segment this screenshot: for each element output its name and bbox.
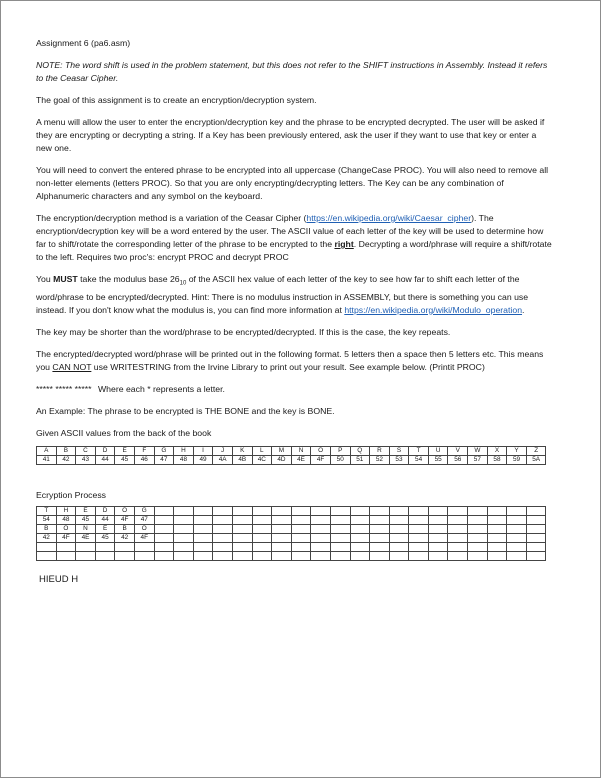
ascii-hex-cell: 49 [193, 455, 213, 464]
process-cell: 4F [115, 515, 135, 524]
process-cell [232, 533, 252, 542]
process-cell [389, 542, 409, 551]
ascii-hex-cell: 4B [232, 455, 252, 464]
ascii-letter-cell: L [252, 446, 272, 455]
ascii-letter-cell: D [95, 446, 115, 455]
process-cell [526, 551, 546, 560]
ascii-letter-cell: N [291, 446, 311, 455]
ascii-hex-cell: 43 [76, 455, 96, 464]
process-cell [330, 515, 350, 524]
process-cell [350, 542, 370, 551]
process-cell [350, 524, 370, 533]
modulus-text: . [522, 304, 525, 315]
must-emphasis: MUST [53, 274, 78, 284]
ascii-hex-row [37, 455, 546, 464]
process-cell [507, 515, 527, 524]
process-cell: H [56, 506, 76, 515]
process-cell [468, 533, 488, 542]
process-cell [291, 515, 311, 524]
ascii-hex-cell: 4C [252, 455, 272, 464]
process-cell [330, 542, 350, 551]
process-cell: E [76, 506, 96, 515]
ascii-letter-cell: O [311, 446, 331, 455]
process-cell [389, 515, 409, 524]
process-cell [428, 533, 448, 542]
process-cell [350, 533, 370, 542]
ascii-hex-cell: 57 [468, 455, 488, 464]
process-cell [232, 542, 252, 551]
ascii-letter-cell: W [468, 446, 488, 455]
process-cell [487, 515, 507, 524]
process-cell [409, 533, 429, 542]
process-cell [448, 542, 468, 551]
ascii-letter-cell: A [37, 446, 57, 455]
ascii-hex-cell: 54 [409, 455, 429, 464]
goal-paragraph: The goal of this assignment is to create an encryption/decryption system. [36, 95, 317, 105]
ascii-hex-cell: 58 [487, 455, 507, 464]
process-cell: O [115, 506, 135, 515]
process-cell [370, 524, 390, 533]
ascii-hex-cell: 51 [350, 455, 370, 464]
process-cell [468, 506, 488, 515]
process-cell [115, 542, 135, 551]
process-cell: 47 [134, 515, 154, 524]
process-cell [428, 506, 448, 515]
process-cell: 42 [115, 533, 135, 542]
process-cell [272, 515, 292, 524]
ascii-letter-cell: E [115, 446, 135, 455]
process-cell: B [115, 524, 135, 533]
process-cell [95, 551, 115, 560]
stars-pattern: ***** ***** ***** [36, 383, 92, 394]
process-cell [330, 524, 350, 533]
process-cell [291, 542, 311, 551]
process-cell [507, 524, 527, 533]
ascii-letter-cell: I [193, 446, 213, 455]
process-cell [291, 524, 311, 533]
process-row [37, 533, 546, 542]
process-cell [330, 506, 350, 515]
modulo-operation-link[interactable]: https://en.wikipedia.org/wiki/Modulo_operation [344, 304, 523, 315]
process-cell: 4F [134, 533, 154, 542]
process-cell: T [37, 506, 57, 515]
process-cell [468, 551, 488, 560]
process-cell [370, 551, 390, 560]
ascii-hex-cell: 42 [56, 455, 76, 464]
process-cell [154, 542, 174, 551]
process-cell [389, 533, 409, 542]
process-cell [154, 551, 174, 560]
process-cell [409, 551, 429, 560]
ascii-hex-cell: 46 [134, 455, 154, 464]
process-cell [76, 542, 96, 551]
process-title: Ecryption Process [36, 489, 107, 500]
process-cell: 42 [37, 533, 57, 542]
process-cell [213, 515, 233, 524]
ascii-letter-cell: Q [350, 446, 370, 455]
ascii-hex-cell: 50 [330, 455, 350, 464]
process-cell [468, 515, 488, 524]
process-cell [448, 551, 468, 560]
process-cell [526, 515, 546, 524]
process-cell [252, 551, 272, 560]
process-cell [154, 506, 174, 515]
ascii-letter-cell: Z [526, 446, 546, 455]
process-cell [213, 524, 233, 533]
process-cell [174, 515, 194, 524]
modulus-paragraph [36, 273, 552, 317]
base-subscript: 10 [179, 280, 187, 287]
process-cell [389, 524, 409, 533]
stars-format-line [36, 383, 552, 396]
process-cell [193, 542, 213, 551]
ascii-letter-cell: U [428, 446, 448, 455]
ascii-hex-cell: 55 [428, 455, 448, 464]
process-cell: B [37, 524, 57, 533]
process-cell [389, 506, 409, 515]
right-emphasis: right [334, 239, 354, 249]
ascii-letter-cell: T [409, 446, 429, 455]
process-cell [252, 542, 272, 551]
process-cell [526, 506, 546, 515]
format-paragraph [36, 348, 552, 374]
process-cell [311, 515, 331, 524]
key-repeat-paragraph: The key may be shorter than the word/phrase to be encrypted/decrypted. If this is the case, the key repeats. [36, 326, 451, 337]
process-cell [311, 524, 331, 533]
process-cell: O [56, 524, 76, 533]
example-paragraph: An Example: The phrase to be encrypted is THE BONE and the key is BONE. [36, 405, 335, 416]
process-cell [291, 506, 311, 515]
process-cell [487, 533, 507, 542]
process-cell [174, 533, 194, 542]
process-cell [409, 506, 429, 515]
method-text: . Decrypting a word/phrase will require a shift/rotate to the left. Requires two proc's: encrypt PROC and decrypt PROC [36, 239, 552, 262]
process-cell [154, 524, 174, 533]
process-cell: 48 [56, 515, 76, 524]
process-cell: 4F [56, 533, 76, 542]
ascii-letter-cell: H [174, 446, 194, 455]
process-cell: E [95, 524, 115, 533]
signature: HIEUD H [39, 573, 79, 585]
stars-note: Where each * represents a letter. [97, 383, 225, 394]
ascii-hex-cell: 44 [95, 455, 115, 464]
ascii-caption: Given ASCII values from the back of the book [36, 427, 212, 438]
caesar-cipher-link[interactable]: https://en.wikipedia.org/wiki/Caesar_cipher [306, 213, 472, 223]
process-cell [174, 551, 194, 560]
ascii-hex-cell: 4F [311, 455, 331, 464]
note-paragraph: NOTE: The word shift is used in the problem statement, but this does not refer to the SHIFT instructions in Assembly. Instead it refers to the Ceasar Cipher. [36, 60, 548, 83]
process-cell: 45 [95, 533, 115, 542]
process-cell [213, 533, 233, 542]
process-cell [232, 506, 252, 515]
process-cell [193, 506, 213, 515]
process-cell [330, 533, 350, 542]
process-cell [272, 533, 292, 542]
process-cell [252, 515, 272, 524]
process-cell [370, 515, 390, 524]
ascii-table [36, 446, 546, 465]
process-row [37, 551, 546, 560]
process-cell [154, 515, 174, 524]
process-cell [487, 506, 507, 515]
process-cell [350, 551, 370, 560]
ascii-hex-cell: 47 [154, 455, 174, 464]
process-cell [350, 506, 370, 515]
ascii-letter-cell: K [232, 446, 252, 455]
process-cell [174, 506, 194, 515]
process-cell [174, 542, 194, 551]
process-row [37, 515, 546, 524]
ascii-hex-cell: 45 [115, 455, 135, 464]
ascii-hex-cell: 4D [272, 455, 292, 464]
ascii-hex-cell: 5A [526, 455, 546, 464]
process-cell [37, 542, 57, 551]
modulus-text: take the modulus base 26 [77, 274, 180, 284]
process-cell [193, 551, 213, 560]
process-cell [252, 506, 272, 515]
process-cell [507, 533, 527, 542]
process-cell [154, 533, 174, 542]
ascii-letter-cell: P [330, 446, 350, 455]
method-text: The encryption/decryption method is a variation of the Ceasar Cipher ( [36, 213, 307, 223]
format-text: The encrypted/decrypted word/phrase will be printed out in the following format. 5 letters then a space then 5 letters etc. This means you [36, 348, 544, 372]
process-cell [213, 542, 233, 551]
process-cell [311, 551, 331, 560]
ascii-letter-cell: J [213, 446, 233, 455]
process-cell [370, 542, 390, 551]
process-cell [311, 506, 331, 515]
ascii-hex-cell: 48 [174, 455, 194, 464]
process-cell [311, 533, 331, 542]
ascii-letter-cell: B [56, 446, 76, 455]
process-cell [409, 542, 429, 551]
process-cell [448, 506, 468, 515]
ascii-hex-cell: 41 [37, 455, 57, 464]
ascii-letter-cell: M [272, 446, 292, 455]
process-cell [213, 551, 233, 560]
ascii-letter-cell: R [370, 446, 390, 455]
encryption-process-table [36, 506, 546, 561]
assignment-title: Assignment 6 (pa6.asm) [36, 38, 131, 48]
process-cell [370, 506, 390, 515]
process-cell [526, 524, 546, 533]
ascii-hex-cell: 56 [448, 455, 468, 464]
process-cell [487, 524, 507, 533]
ascii-letter-cell: C [76, 446, 96, 455]
ascii-letter-cell: Y [507, 446, 527, 455]
process-cell [56, 542, 76, 551]
menu-paragraph: A menu will allow the user to enter the encryption/decryption key and the phrase to be encrypted decrypted. The user will be asked if they are encrypting or decrypting a string. If a Key has been previously entered, ask the user if they want to use that key or enter a new one. [36, 117, 545, 153]
process-row [37, 524, 546, 533]
modulus-text: You [36, 274, 54, 284]
process-cell [193, 515, 213, 524]
process-cell [174, 524, 194, 533]
process-cell: 44 [95, 515, 115, 524]
process-cell [252, 533, 272, 542]
format-text: use WRITESTRING from the Irvine Library to print out your result. See example below. (Printit PROC) [91, 361, 485, 372]
convert-paragraph: You will need to convert the entered phrase to be encrypted into all uppercase (ChangeCase PROC). You will also need to remove all non-letter elements (letters PROC). So that you are only encrypting/decrypting letters. The Key can be any combination of Alphanumeric characters and any symbol on the keyboard. [36, 165, 549, 201]
process-cell [448, 515, 468, 524]
process-cell [468, 524, 488, 533]
process-cell [448, 524, 468, 533]
process-cell [389, 551, 409, 560]
process-cell [272, 506, 292, 515]
process-cell [526, 542, 546, 551]
process-cell [409, 515, 429, 524]
ascii-letter-cell: V [448, 446, 468, 455]
process-cell [526, 533, 546, 542]
process-cell [291, 533, 311, 542]
process-cell [252, 524, 272, 533]
process-cell [76, 551, 96, 560]
process-cell [193, 524, 213, 533]
ascii-letter-cell: S [389, 446, 409, 455]
process-cell [428, 524, 448, 533]
process-cell [409, 524, 429, 533]
process-cell [468, 542, 488, 551]
process-cell: O [134, 524, 154, 533]
method-text: ). The encryption/decryption key will be a word entered by the user. The ASCII value of each letter of the key will be used to determine how far to shift/rotate the corresponding letter of the phrase to be encrypted to the [36, 213, 544, 249]
ascii-hex-cell: 59 [507, 455, 527, 464]
process-cell [272, 524, 292, 533]
ascii-letter-row [37, 446, 546, 455]
process-cell [232, 551, 252, 560]
modulus-text: of the ASCII hex value of each letter of the key to see how far to shift each letter of the word/phrase to be encrypted/decrypted. Hint: There is no modulus instruction in ASSEMBLY, but there is something you can use instead. If you don't know what the modulus is, you can find more information at [36, 274, 529, 315]
process-cell [272, 551, 292, 560]
process-cell: 54 [37, 515, 57, 524]
process-cell [330, 551, 350, 560]
process-cell [507, 542, 527, 551]
process-cell [232, 515, 252, 524]
process-cell: G [134, 506, 154, 515]
process-row [37, 506, 546, 515]
process-cell [272, 542, 292, 551]
ascii-hex-cell: 53 [389, 455, 409, 464]
process-cell [134, 542, 154, 551]
ascii-hex-cell: 4E [291, 455, 311, 464]
process-cell [428, 551, 448, 560]
ascii-hex-cell: 4A [213, 455, 233, 464]
cannot-emphasis: CAN NOT [52, 361, 92, 372]
process-cell [487, 542, 507, 551]
process-cell [95, 542, 115, 551]
process-cell [507, 551, 527, 560]
process-cell [37, 551, 57, 560]
process-cell [134, 551, 154, 560]
process-cell [213, 506, 233, 515]
method-paragraph [36, 212, 552, 264]
ascii-letter-cell: X [487, 446, 507, 455]
process-cell: 45 [76, 515, 96, 524]
process-row [37, 542, 546, 551]
ascii-letter-cell: G [154, 446, 174, 455]
process-cell [448, 533, 468, 542]
process-cell [370, 533, 390, 542]
process-cell [487, 551, 507, 560]
process-cell [428, 515, 448, 524]
process-cell: N [76, 524, 96, 533]
process-cell [232, 524, 252, 533]
ascii-letter-cell: F [134, 446, 154, 455]
process-cell [291, 551, 311, 560]
process-cell [428, 542, 448, 551]
process-cell [115, 551, 135, 560]
process-cell [507, 506, 527, 515]
process-cell [311, 542, 331, 551]
ascii-hex-cell: 52 [370, 455, 390, 464]
process-cell: 4E [76, 533, 96, 542]
process-cell: D [95, 506, 115, 515]
process-cell [193, 533, 213, 542]
process-cell [56, 551, 76, 560]
process-cell [350, 515, 370, 524]
